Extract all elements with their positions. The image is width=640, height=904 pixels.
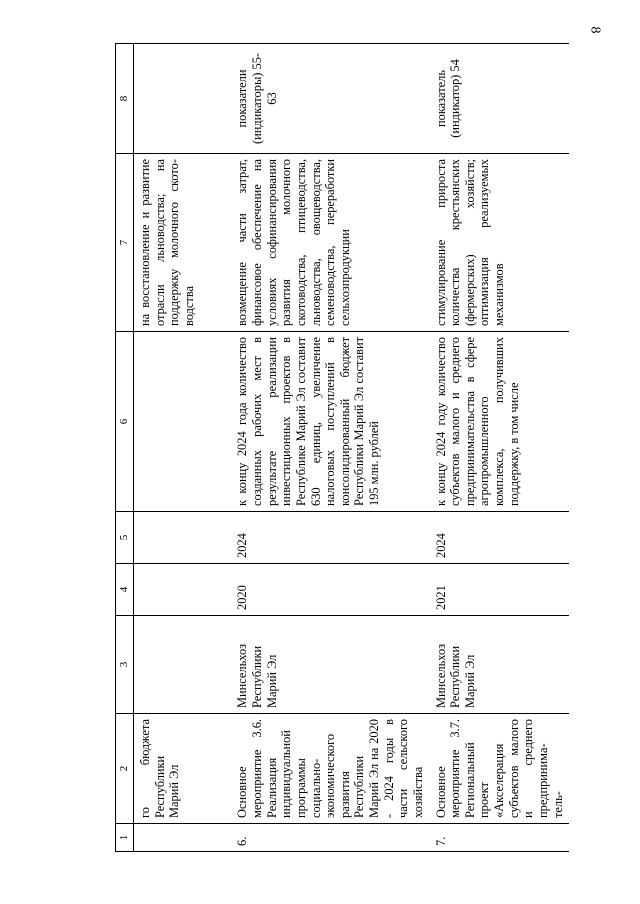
indicators-link: показатель (индикатор) 54	[430, 44, 570, 154]
main-directions: возмещение части затрат, финансовое обеспечение на условиях софинансирования развития молочного скотоводства, птицеводства, льноводства, овощеводства, семеноводства, переработки сельхозпродукции	[231, 154, 429, 332]
column-header-5: 5	[116, 512, 134, 564]
measure-name: Основное мероприятие 3.6. Реализация индивидуальной программы социально-экономического развития Республики Марий Эл на 2020 - 2024 годы в части сельского хозяйства	[231, 714, 429, 824]
column-header-4: 4	[116, 564, 134, 616]
column-header-8: 8	[116, 44, 134, 154]
measure-name: го бюджета Республики Марий Эл	[133, 714, 231, 824]
end-year: 2024	[231, 512, 429, 564]
start-year: 2020	[231, 564, 429, 616]
column-header-7: 7	[116, 154, 134, 332]
executor: Минсельхоз Республики Марий Эл	[231, 616, 429, 714]
column-number-row	[116, 44, 134, 852]
end-year: 2024	[430, 512, 570, 564]
page-number: 8	[587, 26, 603, 34]
table-row	[231, 44, 429, 852]
column-header-1: 1	[116, 824, 134, 852]
row-number	[133, 824, 231, 852]
expected-result	[133, 332, 231, 512]
end-year	[133, 512, 231, 564]
expected-result: к концу 2024 года количество созданных рабочих мест в результате реализации инвестиционных проектов в Республике Марий Эл составит 630 единиц, увеличение налоговых поступлений в консолидированный бюджет Республики Марий Эл составит 195 млн. рублей	[231, 332, 429, 512]
measures-table	[115, 43, 569, 852]
start-year	[133, 564, 231, 616]
indicators-link	[133, 44, 231, 154]
main-directions: стимулирование прироста количества крестьянских (фермерских) хозяйств; оптимизация реализуемых механизмов	[430, 154, 570, 332]
start-year: 2021	[430, 564, 570, 616]
indicators-link: показатели (индикаторы) 55-63	[231, 44, 429, 154]
table-row	[133, 44, 231, 852]
row-number: 6.	[231, 824, 429, 852]
column-header-3: 3	[116, 616, 134, 714]
row-number: 7.	[430, 824, 570, 852]
main-directions: на восстановление и развитие отрасли льноводства; на поддержку молочного ското-водства	[133, 154, 231, 332]
column-header-6: 6	[116, 332, 134, 512]
expected-result: к концу 2024 году количество субъектов малого и среднего предпринимательства в сфере агропромышленного комплекса, получивших поддержку, в том числе	[430, 332, 570, 512]
column-header-2: 2	[116, 714, 134, 824]
rotated-table-page	[115, 44, 565, 852]
executor	[133, 616, 231, 714]
table-row	[430, 44, 570, 852]
executor: Минсельхоз Республики Марий Эл	[430, 616, 570, 714]
measure-name: Основное мероприятие 3.7. Региональный проект «Акселерация субъектов малого и среднего предпринима-тель-	[430, 714, 570, 824]
